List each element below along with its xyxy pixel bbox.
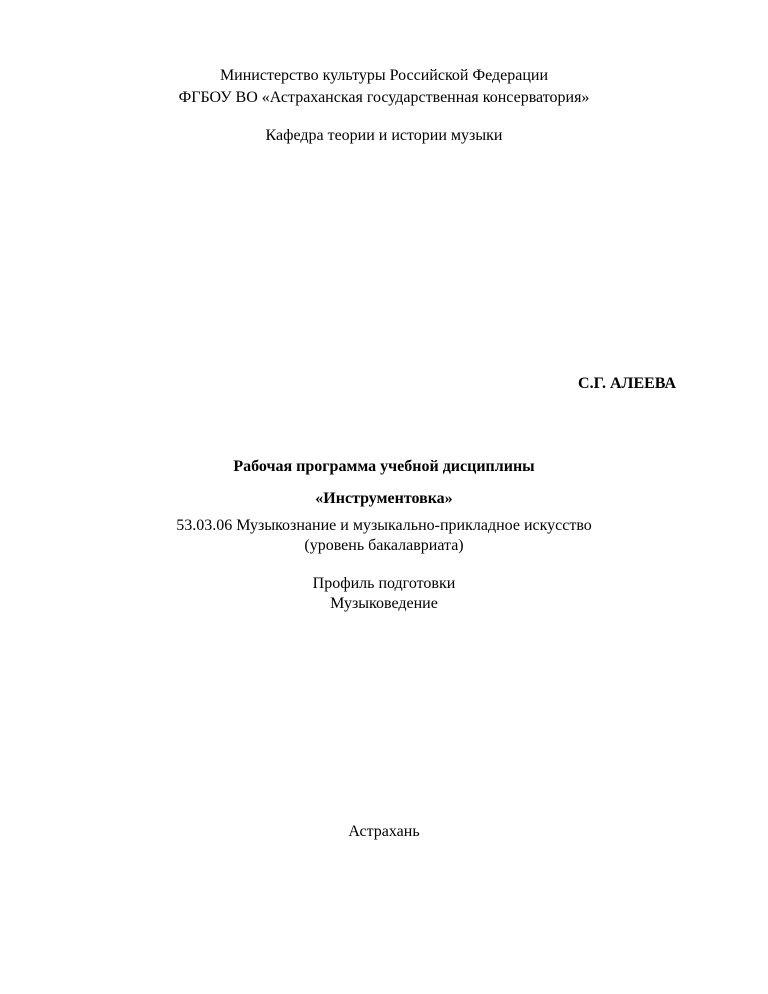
city-line: Астрахань	[348, 823, 420, 840]
institution-line: ФГБОУ ВО «Астраханская государственная консерватория»	[178, 89, 590, 106]
author-name: С.Г. АЛЕЕВА	[578, 375, 676, 392]
program-title: Рабочая программа учебной дисциплины	[233, 458, 535, 475]
direction-line: 53.03.06 Музыкознание и музыкально-прикладное искусство	[176, 517, 592, 534]
level-line: (уровень бакалавриата)	[304, 537, 464, 554]
ministry-line: Министерство культуры Российской Федерации	[219, 67, 549, 84]
profile-label: Профиль подготовки	[312, 575, 456, 592]
department-line: Кафедра теории и истории музыки	[265, 127, 503, 144]
profile-value: Музыковедение	[330, 595, 438, 612]
discipline-name: «Инструментовка»	[315, 490, 453, 507]
